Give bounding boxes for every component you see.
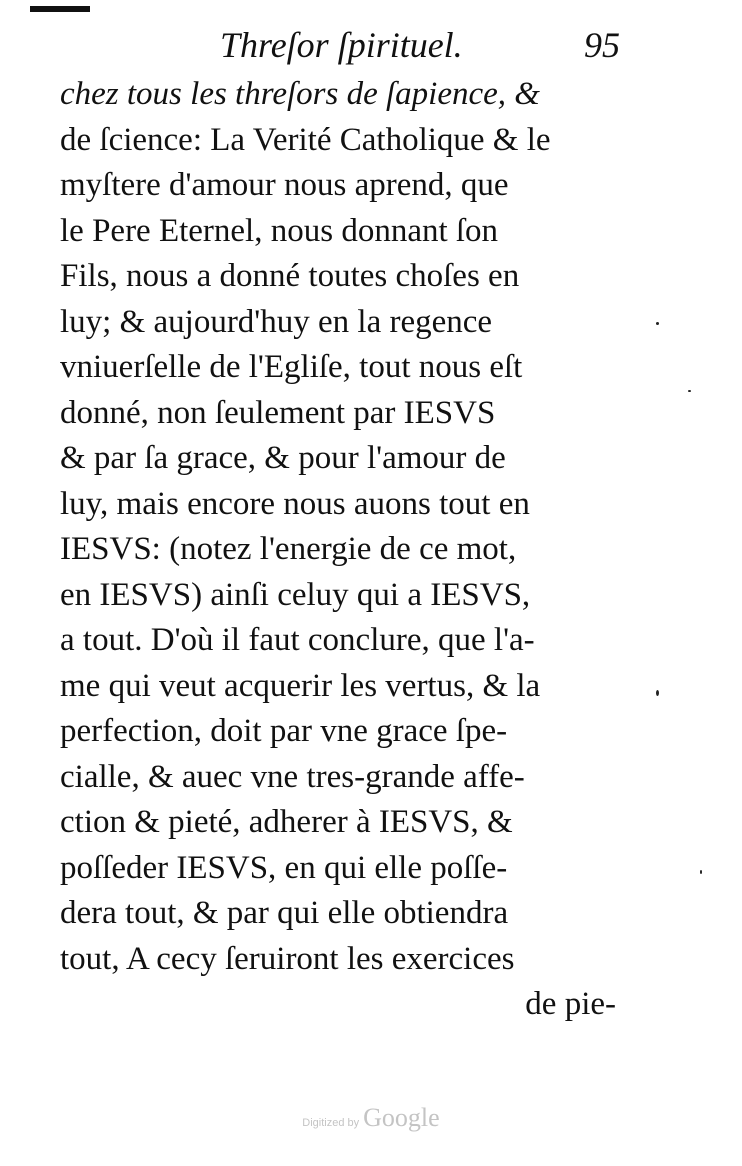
text-line: le Pere Eternel, nous donnant ſon [60,212,499,249]
text-line: de ſcience: La Verité Catholique & le [60,121,551,158]
text-line: tout, A cecy ſeruiront les exercices [60,940,515,977]
text-line: perfection, doit par vne grace ſpe- [60,713,508,749]
digitizer-watermark [0,1103,742,1133]
ink-speck [656,690,659,696]
text-line: chez tous les threſors de ſapience, & [60,76,540,112]
text-line: donné, non ſeulement par IESVS [60,394,496,431]
text-line: ction & pieté, adherer à IESVS, & [60,804,513,840]
running-head [60,18,620,68]
text-line: luy, mais encore nous auons tout en [60,485,530,522]
text-line: & par ſa grace, & pour l'amour de [60,440,506,476]
ink-speck [700,870,702,874]
catchword: de pie- [525,986,616,1022]
text-line: myſtere d'amour nous aprend, que [60,167,509,203]
text-line: vniuerſelle de l'Egliſe, tout nous eſt [60,349,523,385]
text-line: IESVS: (notez l'energie de ce mot, [60,531,517,567]
text-line: dera tout, & par qui elle obtiendra [60,895,509,931]
ink-speck [656,322,659,325]
text-line: cialle, & auec vne tres-grande affe- [60,758,525,795]
google-logo: Google [363,1103,440,1132]
running-title: Threſor ſpirituel. [220,25,463,65]
scan-artifact [30,6,90,12]
body-text [60,72,616,1028]
text-line: luy; & aujourd'huy en la regence [60,303,493,340]
text-line: me qui veut acquerir les vertus, & la [60,667,541,704]
digitized-by-text: Digitized by [302,1117,360,1129]
text-line: Fils, nous a donné toutes choſes en [60,258,520,294]
text-line: en IESVS) ainſi celuy qui a IESVS, [60,576,531,613]
text-line: a tout. D'où il faut conclure, que l'a- [60,622,535,658]
ink-speck [688,390,691,392]
page-number: 95 [584,25,620,65]
text-line: poſſeder IESVS, en qui elle poſſe- [60,849,508,886]
